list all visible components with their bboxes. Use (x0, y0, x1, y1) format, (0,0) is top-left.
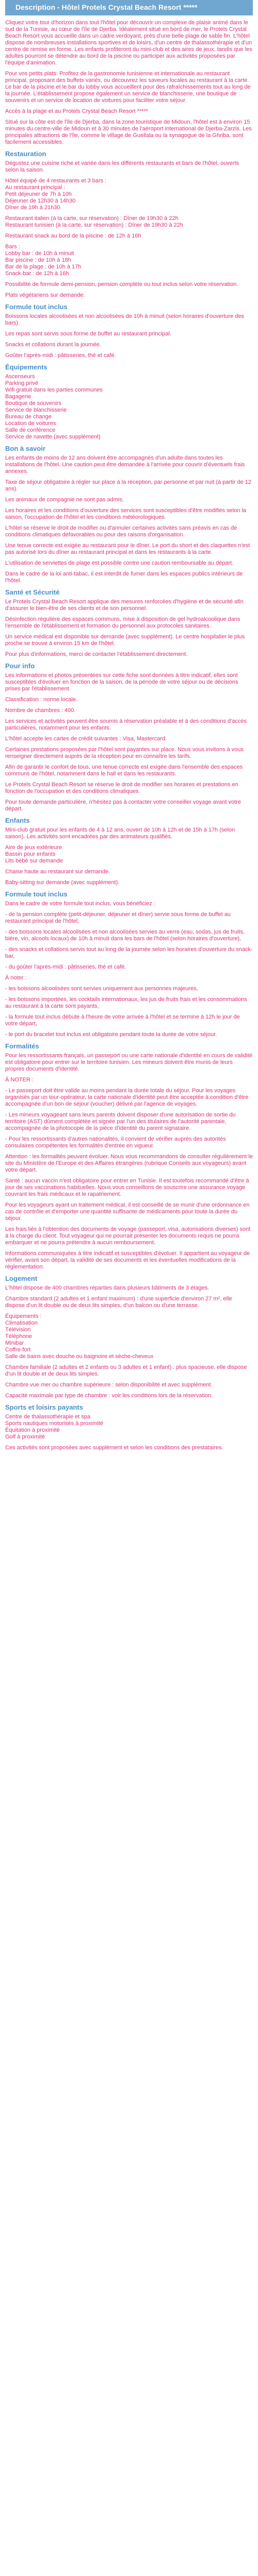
section (5, 303, 253, 359)
section-paragraph: Certaines prestations proposées par l'hôtel sont payantes sur place. Nous vous invitons à vous renseigner directement auprès de la réception pour en connaître les tarifs. (5, 747, 244, 759)
description-sections (5, 20, 253, 1451)
section-paragraph: Pour les ressortissants français, un passeport ou une carte nationale d'identité en cours de validité est obligatoire pour entrer sur le territoire tunisien. Les mineurs doivent être munis de leurs propres documents d'identité. (5, 1053, 253, 1072)
section-paragraph: - le port du bracelet tout inclus est obligatoire pendant toute la durée de votre séjour. (5, 1031, 217, 1038)
section-heading: Sports et loisirs payants (5, 1403, 83, 1411)
section-paragraph: Ces activités sont proposées avec supplément et selon les conditions des prestataires. (5, 1445, 223, 1451)
section (5, 1275, 253, 1399)
section-paragraph: Nombre de chambres : 400. (5, 707, 76, 714)
section-paragraph: - Les mineurs voyageant sans leurs parents doivent disposer d'une autorisation de sortie du territoire (AST) dûment complétée et signée par l'un des titulaires de l'autorité parentale, accompagnée de la photocopie de la pièce d'identité du parent signataire. (5, 1112, 236, 1131)
section-paragraph: - les boissons alcoolisées sont servies uniquement aux personnes majeures, (5, 986, 198, 992)
section-heading: Santé et Sécurité (5, 588, 60, 596)
section-paragraph: Capacité maximale par type de chambre : voir les conditions lors de la réservation. (5, 1393, 213, 1399)
section-paragraph: - du goûter l'après-midi : pâtisseries, thé et café. (5, 964, 126, 970)
section-paragraph: Accès à la plage et au Protels Crystal Beach Resort ***** (5, 108, 148, 114)
section-paragraph: L'hôtel accepte les cartes de crédit suivantes : Visa, Mastercard. (5, 736, 167, 742)
section-paragraph: Les enfants de moins de 12 ans doivent être accompagnés d'un adulte dans toutes les installations de l'hôtel. Une caution peut être demandée à l'arrivée pour couvrir d'éventuels frais annexes. (5, 455, 245, 474)
section-paragraph: Chambre standard (2 adultes et 1 enfant maximum) : d'une superficie d'environ 27 m², elle dispose d'un lit double ou de deux lits simples, d'un balcon ou d'une terrasse. (5, 1296, 232, 1309)
section (5, 445, 253, 584)
section-paragraph: L'hôtel dispose de 400 chambres réparties dans plusieurs bâtiments de 3 étages. (5, 1285, 209, 1291)
section-paragraph: Les animaux de compagnie ne sont pas admis. (5, 497, 124, 503)
section-heading: Enfants (5, 817, 30, 824)
section-paragraph: Santé : aucun vaccin n'est obligatoire pour entrer en Tunisie. Il est toutefois recommandé d'être à jour de ses vaccinations habituelles. Nous vous conseillons de souscrire une assurance voyage couvrant les frais médicaux et le rapatriement. (5, 1178, 249, 1197)
section-heading: Bon à savoir (5, 445, 46, 452)
section-paragraph: - de la pension complète (petit-déjeuner, déjeuner et dîner) servie sous forme de buffet au restaurant principal de l'hôtel, (5, 911, 231, 924)
section (5, 588, 253, 658)
section-paragraph: Dans le cadre de votre formule tout inclus, vous bénéficiez : (5, 901, 156, 907)
section-paragraph: - Le passeport doit être valide au moins pendant la durée totale du séjour. Pour les voyages organisés par un tour-opérateur, la carte nationale d'identité peut être acceptée à condition d'être accompagnée d'un bon de séjour (voucher) délivré par l'agence de voyages. (5, 1088, 249, 1107)
section-heading: Pour info (5, 662, 35, 670)
section-paragraph: Goûter l'après-midi : pâtisseries, thé et café. (5, 352, 116, 359)
section-paragraph: Baby-sitting sur demande (avec supplément). (5, 879, 120, 886)
section-paragraph: À NOTER : (5, 1077, 34, 1083)
section-paragraph: Équipements : Climatisation Télévision Téléphone Minibar Coffre-fort Salle de bains avec douche ou baignoire et sèche-cheveux (5, 1313, 154, 1360)
section-paragraph: Pour toute demande particulière, n'hésitez pas à contacter votre conseiller voyage avant votre départ. (5, 799, 241, 812)
section-paragraph: Un service médical est disponible sur demande (avec supplément). Le centre hospitalier le plus proche se trouve à environ 15 km de l'hôtel. (5, 634, 245, 647)
section-paragraph: Les informations et photos présentées sur cette fiche sont données à titre indicatif, elles sont susceptibles d'évoluer en fonction de la saison, de la période de votre séjour ou de décisions prises par l'établissement. (5, 672, 238, 692)
section-paragraph: Désinfection régulière des espaces communs, mise à disposition de gel hydroalcoolique dans l'ensemble de l'établissement et formation du personnel aux protocoles sanitaires. (5, 616, 240, 629)
section (5, 1042, 253, 1270)
section-paragraph: Le Protels Crystal Beach Resort applique des mesures renforcées d'hygiène et de sécurité afin d'assurer le bien-être de ses clients et de son personnel. (5, 599, 244, 612)
section-paragraph: Une tenue correcte est exigée au restaurant pour le dîner. Le port du short et des claquettes n'est pas autorisé lors du dîner au restaurant principal et dans les restaurants à la carte. (5, 543, 250, 555)
section-paragraph: Aire de jeux extérieure Bassin pour enfants Lits bébé sur demande (5, 844, 63, 864)
section-paragraph: Situé sur la côte est de l'île de Djerba, dans la zone touristique de Midoun, l'hôtel est à environ 15 minutes du centre-ville de Midoun et à 30 minutes de l'aéroport international de Djerba-Zarzis. Les principales attractions de l'île, comme le village de Guellala ou la synagogue de la Ghriba, sont facilement accessibles. (5, 119, 252, 145)
section-paragraph: Cliquez votre tour d'horizon dans tout l'hôtel pour découvrir un complexe de plaisir animé dans le sud de la Tunisie, au cœur de l'île de Djerba. Idéalement situé en bord de mer, le Protels Crystal Beach Resort vous accueille dans un cadre verdoyant, près d'une belle plage de sable fin. L'hôtel dispose de nombreuses installations sportives et de loisirs, d'un centre de thalassothérapie et d'un centre de remise en forme. Les enfants profiteront du mini-club et des aires de jeux, tandis que les adultes pourront se détendre au bord de la piscine ou participer aux activités proposées par l'équipe d'animation. (5, 20, 252, 66)
section-paragraph: - Pour les ressortissants d'autres nationalités, il convient de vérifier auprès des autorités consulaires compétentes les formalités d'entrée en vigueur. (5, 1136, 226, 1149)
section-paragraph: Pour plus d'informations, merci de contacter l'établissement directement. (5, 651, 188, 657)
section (5, 890, 253, 1038)
section (5, 150, 253, 299)
section-paragraph: Attention : les formalités peuvent évoluer. Nous vous recommandons de consulter régulièrement le site du Ministère de l'Europe et des Affaires étrangères (rubrique Conseils aux voyageurs) avant votre départ. (5, 1154, 253, 1173)
section-paragraph: Taxe de séjour obligatoire à régler sur place à la réception, par personne et par nuit (à partir de 12 ans). (5, 479, 251, 492)
section-heading: Formalités (5, 1042, 39, 1050)
section-paragraph: Afin de garantir le confort de tous, une tenue correcte est exigée dans l'ensemble des espaces communs de l'hôtel, notamment dans le hall et dans les restaurants. (5, 764, 243, 777)
section-paragraph: Classification : norme locale. (5, 697, 78, 703)
section-paragraph: Plats végétariens sur demande. (5, 292, 85, 298)
section-paragraph: Les frais liés à l'obtention des documents de voyage (passeport, visa, autorisations diverses) sont à la charge du client. Tout voyageur qui ne pourrait présenter les documents requis ne pourra embarquer et ne pourra prétendre à aucun remboursement. (5, 1226, 251, 1246)
page-title: Description - Hôtel Protels Crystal Beach Resort ***** (5, 0, 253, 15)
section-heading: Équipements (5, 363, 47, 371)
section-paragraph: Pour vos petits plats: Profitez de la gastronomie tunisienne et internationale au restaurant principal, proposant des buffets variés, ou découvrez les saveurs locales au restaurant à la carte. Le bar de la piscine et le bar du lobby vous accueillent pour des rafraîchissements tout au long de la journée. L'établissement propose également un service de blanchisserie, une boutique de souvenirs et un service de location de voitures pour faciliter votre séjour. (5, 71, 251, 104)
section-heading: Formule tout inclus (5, 890, 68, 898)
section-paragraph: Restaurant italien (à la carte, sur réservation) : Dîner de 19h30 à 22h Restaurant tunisien (à la carte, sur réservation) : Dîner de 19h30 à 22h (5, 215, 183, 228)
section-paragraph: Dégustez une cuisine riche et variée dans les différents restaurants et bars de l'hôtel, ouverts selon la saison. (5, 160, 239, 173)
section-paragraph: Restaurant snack au bord de la piscine : de 12h à 16h (5, 233, 141, 239)
section (5, 662, 253, 812)
section (5, 20, 253, 146)
section-paragraph: Chambre vue mer ou chambre supérieure : selon disponibilité et avec supplément. (5, 1382, 213, 1388)
section-paragraph: Les horaires et les conditions d'ouverture des services sont susceptibles d'être modifiés selon la saison, l'occupation de l'hôtel et les conditions météorologiques. (5, 507, 247, 520)
section-paragraph: Informations communiquées à titre indicatif et susceptibles d'évoluer. Il appartient au voyageur de vérifier, avant son départ, la validité de ses documents et les éventuelles modifications de la réglementation. (5, 1250, 250, 1270)
section (5, 1403, 253, 1451)
section-paragraph: Possibilité de formule demi-pension, pension complète ou tout inclus selon votre réservation. (5, 281, 238, 287)
section-paragraph: Les services et activités peuvent être soumis à réservation préalable et à des conditions d'accès particulières, notamment pour les enfants. (5, 718, 247, 731)
section-heading: Logement (5, 1275, 38, 1282)
section-paragraph: À noter : (5, 975, 27, 981)
section-paragraph: Pour les voyageurs ayant un traitement médical, il est conseillé de se munir d'une ordonnance en cas de contrôle et d'emporter une quantité suffisante de médicaments pour toute la durée du séjour. (5, 1202, 250, 1222)
section-paragraph: Le Protels Crystal Beach Resort se réserve le droit de modifier ses horaires et prestations en fonction de l'occupation et des conditions climatiques. (5, 782, 238, 794)
section-paragraph: - des boissons locales alcoolisées et non alcoolisées servies au verre (eau, sodas, jus de fruits, bière, vin, alcools locaux) de 10h à minuit dans les bars de l'hôtel (selon horaires d'ouverture), (5, 929, 245, 942)
section-heading: Restauration (5, 150, 46, 158)
section-paragraph: Dans le cadre de la loi anti-tabac, il est interdit de fumer dans les espaces publics intérieurs de l'hôtel. (5, 571, 243, 584)
section-paragraph: Bars : Lobby bar : de 10h à minuit Bar piscine : de 10h à 18h Bar de la plage : de 10h à 17h Snack-bar : de 12h à 16h (5, 244, 82, 277)
section-paragraph: Snacks et collations durant la journée. (5, 342, 101, 348)
section-paragraph: Centre de thalassothérapie et spa Sports nautiques motorisés à proximité Équitation à proximité Golf à proximité (5, 1414, 104, 1440)
section-paragraph: - les boissons importées, les cocktails internationaux, les jus de fruits frais et les consommations au restaurant à la carte sont payants, (5, 996, 247, 1009)
section (5, 817, 253, 886)
section-paragraph: Chambre familiale (2 adultes et 2 enfants ou 3 adultes et 1 enfant) : plus spacieuse, elle dispose d'un lit double et de deux lits simples. (5, 1364, 247, 1377)
section-paragraph: Les repas sont servis sous forme de buffet au restaurant principal. (5, 331, 172, 337)
section-paragraph: Ascenseurs Parking privé Wifi gratuit dans les parties communes Bagagerie Boutique de souvenirs Service de blanchisserie Bureau de change Location de voitures Salle de conférence Service de navette (avec supplément) (5, 374, 103, 440)
section-paragraph: Mini-club gratuit pour les enfants de 4 à 12 ans, ouvert de 10h à 12h et de 15h à 17h (selon saison). Les activités sont encadrées par des animateurs qualifiés. (5, 827, 235, 840)
section-paragraph: Boissons locales alcoolisées et non alcoolisées de 10h à minuit (selon horaires d'ouverture des bars). (5, 313, 245, 326)
section-paragraph: L'hôtel se réserve le droit de modifier ou d'annuler certaines activités sans préavis en cas de conditions climatiques défavorables ou pour des raisons d'organisation. (5, 525, 237, 538)
section-paragraph: - la formule tout inclus débute à l'heure de votre arrivée à l'hôtel et se termine à 12h le jour de votre départ, (5, 1014, 240, 1027)
section-paragraph: - des snacks et collations servis tout au long de la journée selon les horaires d'ouverture du snack-bar, (5, 946, 253, 959)
section (5, 363, 253, 440)
section-paragraph: Hôtel équipé de 4 restaurants et 3 bars : Au restaurant principal : Petit déjeuner de 7h à 10h Déjeuner de 12h30 à 14h30 Dîner de 19h à 21h30 (5, 178, 107, 211)
section-paragraph: Chaise haute au restaurant sur demande. (5, 869, 110, 875)
section-heading: Formule tout inclus (5, 303, 68, 311)
section-paragraph: L'utilisation de serviettes de plage est possible contre une caution remboursable au départ. (5, 560, 234, 566)
